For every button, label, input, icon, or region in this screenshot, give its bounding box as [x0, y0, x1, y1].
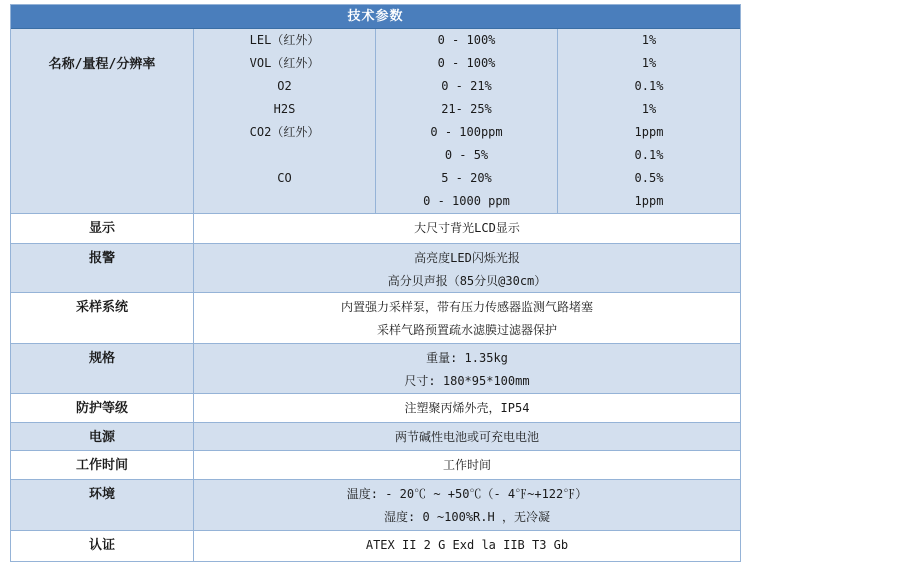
- gas-range: 21- 25%: [441, 102, 492, 116]
- gas-resolution: 1ppm: [634, 125, 664, 139]
- gas-range: 0 - 21%: [441, 79, 492, 93]
- spec-row-power: [11, 422, 740, 450]
- spec-value-line: 温度: - 20℃ ~ +50℃（- 4℉~+122℉）: [346, 487, 588, 501]
- gas-name: CO: [277, 171, 292, 185]
- spec-row-value: [194, 451, 740, 479]
- gas-name: VOL（红外）: [249, 56, 320, 70]
- gas-section-label-cell: [11, 29, 194, 213]
- gas-resolution-column: [558, 29, 740, 213]
- spec-value-line: 尺寸: 180*95*100mm: [404, 374, 530, 388]
- spec-row-working-time: [11, 450, 740, 479]
- spec-row-label: 环境: [11, 480, 194, 530]
- gas-resolution: 0.1%: [634, 148, 664, 162]
- spec-row-label: 防护等级: [11, 394, 194, 422]
- spec-row-value: [194, 344, 740, 393]
- spec-value-line: 高分贝声报（85分贝@30cm）: [387, 274, 547, 288]
- gas-range: 0 - 1000 ppm: [423, 194, 510, 208]
- spec-value-line: 湿度: 0 ~100%R.H ，无冷凝: [384, 510, 550, 524]
- spec-row-sampling-system: [11, 292, 740, 343]
- gas-resolution: 1%: [641, 56, 657, 70]
- gas-resolution: 1%: [641, 33, 657, 47]
- spec-value-line: 注塑聚丙烯外壳，IP54: [404, 401, 530, 415]
- gas-name: O2: [277, 79, 292, 93]
- gas-resolution: 0.5%: [634, 171, 664, 185]
- spec-row-label: 报警: [11, 244, 194, 292]
- gas-range: 0 - 100%: [437, 33, 496, 47]
- spec-row-alarm: [11, 243, 740, 292]
- spec-value-line: 高亮度LED闪烁光报: [414, 251, 520, 265]
- spec-row-environment: [11, 479, 740, 530]
- gas-range: 5 - 20%: [441, 171, 492, 185]
- spec-row-value: [194, 531, 740, 561]
- gas-name: H2S: [273, 102, 296, 116]
- gas-name: [194, 144, 375, 167]
- spec-row-label: 规格: [11, 344, 194, 393]
- gas-name: CO2（红外）: [249, 125, 320, 139]
- spec-row-value: [194, 394, 740, 422]
- gas-name-column: [194, 29, 376, 213]
- spec-row-certification: [11, 530, 740, 561]
- spec-row-dimensions: [11, 343, 740, 393]
- spec-row-value: [194, 423, 740, 450]
- spec-row-label: 电源: [11, 423, 194, 450]
- gas-range: 0 - 5%: [444, 148, 489, 162]
- spec-row-value: [194, 214, 740, 243]
- gas-range: 0 - 100ppm: [430, 125, 503, 139]
- gas-resolution: 1%: [641, 102, 657, 116]
- gas-resolution: 1ppm: [634, 194, 664, 208]
- spec-value-line: 重量: 1.35kg: [426, 351, 508, 365]
- spec-row-value: [194, 293, 740, 343]
- spec-row-label: 显示: [11, 214, 194, 243]
- spec-value-line: 采样气路预置疏水滤膜过滤器保护: [376, 323, 557, 337]
- spec-value-line: 内置强力采样泵，带有压力传感器监测气路堵塞: [340, 300, 593, 314]
- spec-row-label: 工作时间: [11, 451, 194, 479]
- spec-row-protection-rating: [11, 393, 740, 422]
- spec-value-line: 工作时间: [442, 458, 491, 472]
- spec-value-line: 两节碱性电池或可充电电池: [394, 430, 539, 444]
- spec-value-line: 大尺寸背光LCD显示: [414, 221, 520, 235]
- gas-section: [11, 29, 740, 213]
- gas-range-column: [376, 29, 558, 213]
- gas-resolution: 0.1%: [634, 79, 664, 93]
- spec-row-label: 认证: [11, 531, 194, 561]
- spec-row-display: [11, 213, 740, 243]
- spec-row-value: [194, 480, 740, 530]
- gas-section-label: 名称/量程/分辨率: [48, 57, 156, 72]
- gas-name: [194, 190, 375, 213]
- spec-row-value: [194, 244, 740, 292]
- table-title: 技术参数: [11, 5, 740, 29]
- spec-value-line: ATEX II 2 G Exd la IIB T3 Gb: [365, 538, 569, 552]
- gas-name: LEL（红外）: [249, 33, 320, 47]
- technical-parameters-table: [10, 4, 741, 562]
- gas-range: 0 - 100%: [437, 56, 496, 70]
- spec-row-label: 采样系统: [11, 293, 194, 343]
